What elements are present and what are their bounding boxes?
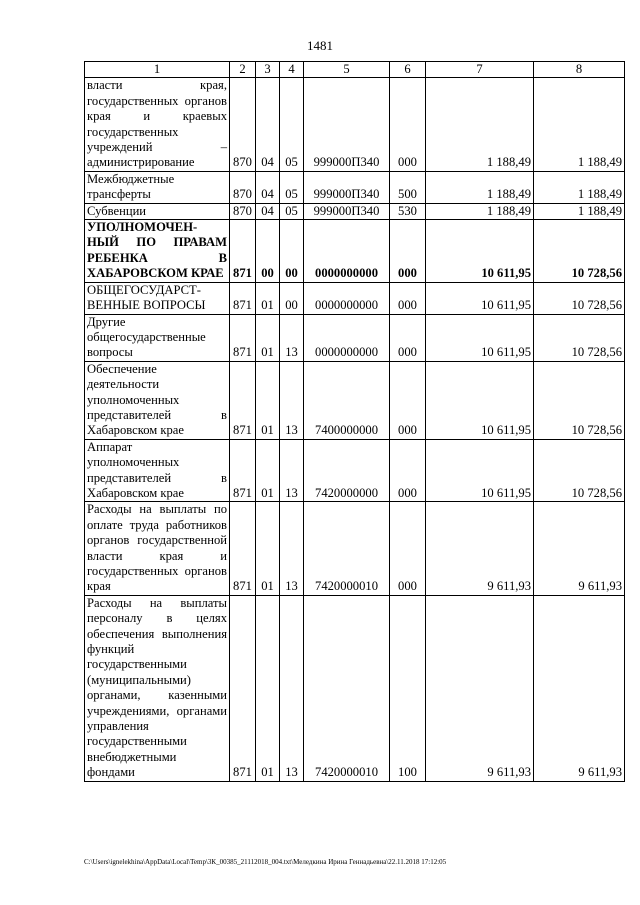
row-name: Расходы на выплаты по оплате труда работников органов государственной власти края и государственных органов края [85,502,230,595]
cell-amount-1: 9 611,93 [426,502,534,595]
cell-amount-1: 1 188,49 [426,203,534,219]
cell-amount-2: 1 188,49 [534,203,625,219]
table-row [85,282,625,314]
cell-amount-1: 9 611,93 [426,595,534,781]
cell-admin: 870 [230,78,256,171]
header-cell: 4 [280,62,304,78]
cell-admin: 870 [230,203,256,219]
cell-target: 7420000010 [304,595,390,781]
cell-admin: 871 [230,439,256,502]
header-cell: 5 [304,62,390,78]
cell-target: 999000П340 [304,203,390,219]
cell-admin: 871 [230,220,256,283]
cell-amount-1: 1 188,49 [426,78,534,171]
header-cell: 3 [256,62,280,78]
header-cell: 6 [390,62,426,78]
cell-subsection: 05 [280,203,304,219]
cell-section: 04 [256,203,280,219]
cell-amount-2: 10 728,56 [534,282,625,314]
cell-target: 7420000000 [304,439,390,502]
table-row [85,78,625,171]
header-cell: 1 [85,62,230,78]
cell-subsection: 05 [280,171,304,203]
cell-type: 530 [390,203,426,219]
cell-amount-2: 10 728,56 [534,220,625,283]
cell-amount-2: 10 728,56 [534,314,625,361]
cell-type: 100 [390,595,426,781]
cell-admin: 871 [230,595,256,781]
cell-type: 000 [390,439,426,502]
row-name: Аппарат уполномоченных представителей в Хабаровском крае [85,439,230,502]
cell-section: 01 [256,361,280,439]
cell-subsection: 13 [280,502,304,595]
cell-subsection: 13 [280,361,304,439]
cell-admin: 871 [230,314,256,361]
cell-target: 0000000000 [304,220,390,283]
table-row [85,203,625,219]
cell-admin: 871 [230,282,256,314]
cell-type: 000 [390,282,426,314]
cell-subsection: 00 [280,282,304,314]
cell-amount-1: 10 611,95 [426,361,534,439]
row-name: Субвенции [85,203,230,219]
cell-section: 00 [256,220,280,283]
table-row [85,595,625,781]
header-cell: 8 [534,62,625,78]
header-cell: 2 [230,62,256,78]
cell-amount-1: 10 611,95 [426,314,534,361]
header-row [85,62,625,78]
page-number: 1481 [307,38,333,53]
cell-section: 01 [256,439,280,502]
cell-section: 01 [256,314,280,361]
cell-section: 01 [256,595,280,781]
cell-amount-1: 10 611,95 [426,282,534,314]
row-name: Расходы на выплаты персоналу в целях обеспечения выполнения функций государственными (муниципальными) органами, казенными учреждениями, органами управления государственными внебюджетными фондами [85,595,230,781]
cell-amount-2: 10 728,56 [534,361,625,439]
cell-subsection: 13 [280,439,304,502]
cell-target: 999000П340 [304,78,390,171]
header-cell: 7 [426,62,534,78]
table-row [85,314,625,361]
cell-target: 7400000000 [304,361,390,439]
cell-admin: 871 [230,361,256,439]
cell-amount-2: 10 728,56 [534,439,625,502]
cell-target: 0000000000 [304,314,390,361]
row-name: УПОЛНОМОЧЕН-НЫЙ ПО ПРАВАМ РЕБЕНКА В ХАБАРОВСКОМ КРАЕ [85,220,230,283]
cell-amount-2: 1 188,49 [534,78,625,171]
cell-target: 7420000010 [304,502,390,595]
cell-type: 000 [390,314,426,361]
cell-type: 000 [390,78,426,171]
cell-amount-2: 9 611,93 [534,502,625,595]
cell-admin: 870 [230,171,256,203]
cell-section: 04 [256,171,280,203]
cell-target: 0000000000 [304,282,390,314]
row-name: ОБЩЕГОСУДАРСТ-ВЕННЫЕ ВОПРОСЫ [85,282,230,314]
cell-type: 000 [390,220,426,283]
cell-amount-2: 1 188,49 [534,171,625,203]
cell-amount-1: 10 611,95 [426,220,534,283]
cell-amount-1: 10 611,95 [426,439,534,502]
cell-admin: 871 [230,502,256,595]
file-path-footer: C:\Users\ignelekhina\AppData\Local\Temp\3К_00385_21112018_004.txt\Меледкина Ирина Геннадьевна\22.11.2018 17:12:05 [84,858,447,866]
row-name: Другие общегосударственные вопросы [85,314,230,361]
cell-amount-2: 9 611,93 [534,595,625,781]
cell-subsection: 13 [280,595,304,781]
table-row [85,171,625,203]
cell-section: 01 [256,502,280,595]
row-name: Обеспечение деятельности уполномоченных представителей в Хабаровском крае [85,361,230,439]
row-name: власти края, государственных органов края и краевых государственных учреждений – администрирование [85,78,230,171]
table-row [85,502,625,595]
cell-section: 04 [256,78,280,171]
cell-subsection: 05 [280,78,304,171]
cell-type: 000 [390,502,426,595]
budget-table [84,61,625,782]
table-row [85,361,625,439]
row-name: Межбюджетные трансферты [85,171,230,203]
cell-amount-1: 1 188,49 [426,171,534,203]
table-row [85,220,625,283]
cell-subsection: 00 [280,220,304,283]
cell-subsection: 13 [280,314,304,361]
cell-type: 000 [390,361,426,439]
table-row [85,439,625,502]
cell-target: 999000П340 [304,171,390,203]
cell-section: 01 [256,282,280,314]
cell-type: 500 [390,171,426,203]
